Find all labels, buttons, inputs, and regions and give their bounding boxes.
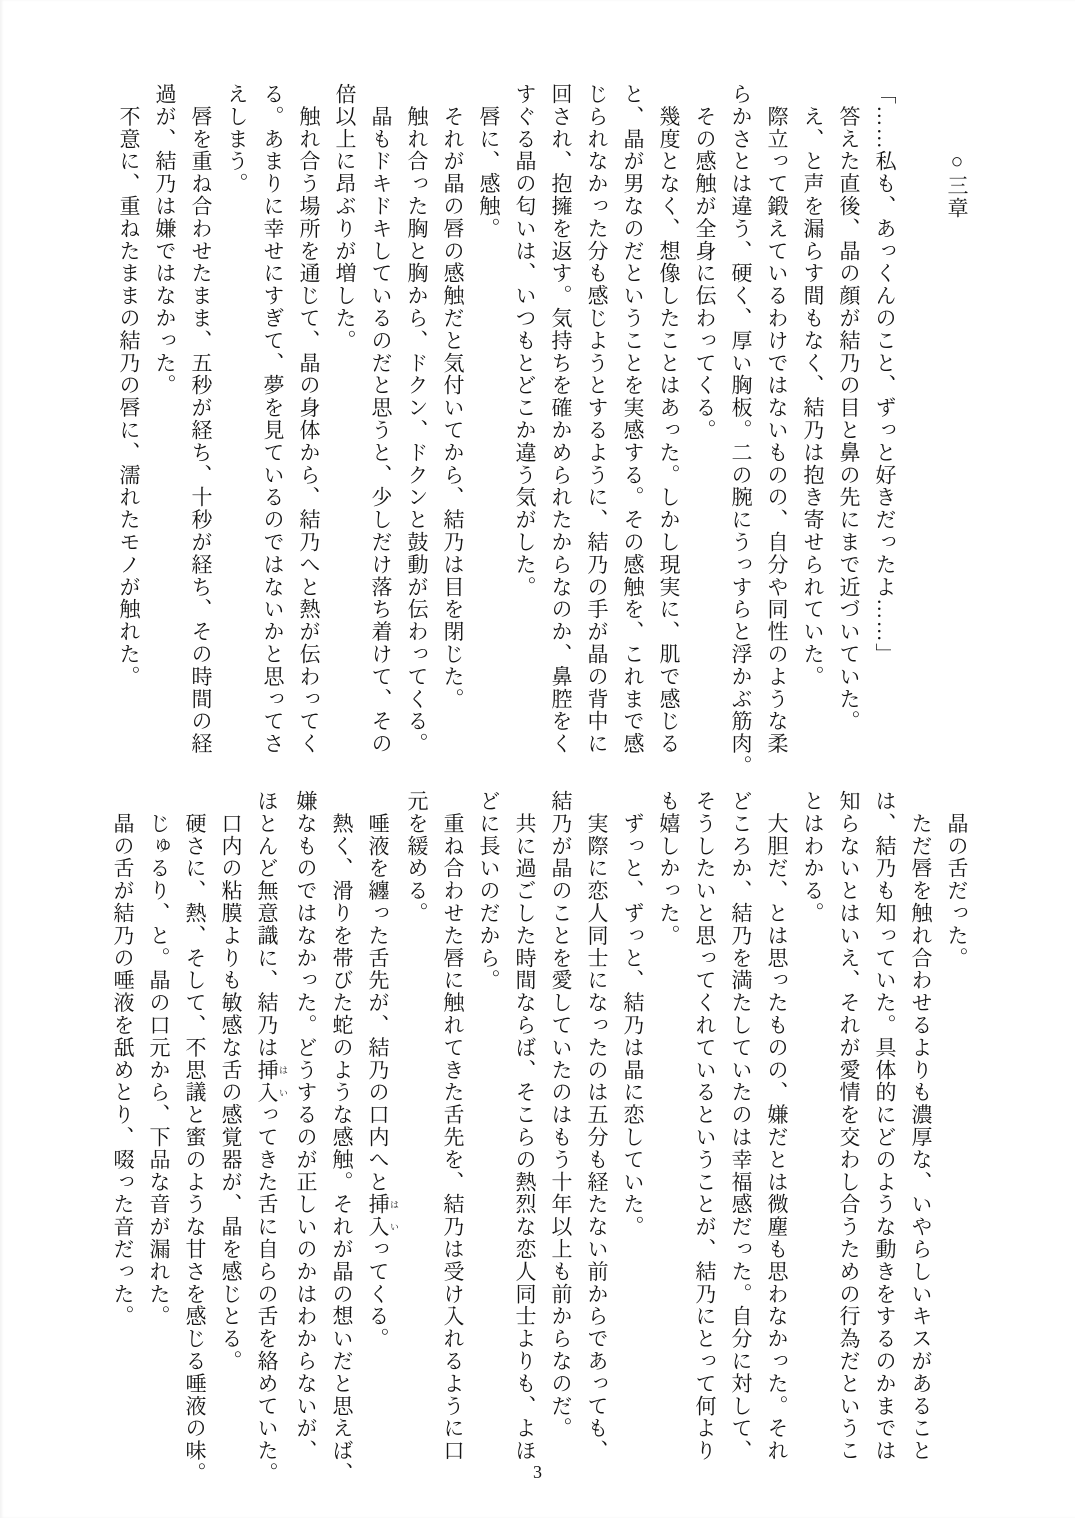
text-line: も嬉しかった。: [657, 790, 681, 947]
text-line: 熱く、滑りを帯びた蛇のような感触。それが晶の想いだと思えば、: [330, 790, 354, 1485]
paragraph-lines-lower: [105, 790, 975, 1485]
text-line: 元を緩める。: [405, 790, 429, 925]
text-line: どに長いのだから。: [477, 790, 501, 992]
text-line: 回され、抱擁を返す。気持ちを確かめられたからなのか、鼻腔をく: [549, 83, 573, 755]
text-line: 唇を重ね合わせたまま、五秒が経ち、十秒が経ち、その時間の経: [189, 83, 213, 755]
text-line: ずっと、ずっと、結乃は晶に恋していた。: [621, 790, 645, 1238]
text-line: 幾度となく、想像したことはあった。しかし現実に、肌で感じる: [657, 83, 681, 755]
text-block-upper: [111, 83, 975, 778]
text-line: と、晶が男なのだということを実感する。その感触を、これまで感: [621, 83, 645, 755]
text-line: 大胆だ、とは思ったものの、嫌だとは微塵も思わなかった。それ: [765, 790, 789, 1462]
text-block-lower: [105, 790, 975, 1485]
text-line: どころか、結乃を満たしていたのは幸福感だった。自分に対して、: [729, 790, 753, 1462]
text-line: る。あまりに幸せにすぎて、夢を見ているのではないかと思ってさ: [261, 83, 285, 755]
text-line: 晶の舌だった。: [945, 790, 969, 970]
text-line: 答えた直後、晶の顔が結乃の目と鼻の先にまで近づいていた。: [837, 83, 861, 733]
text-line: 嫌なものではなかった。どうするのが正しいのかはわからないが、: [294, 790, 318, 1462]
text-line: えしまう。: [225, 83, 249, 195]
text-line: すぐる晶の匂いは、いつもとどこか違う気がした。: [513, 83, 537, 599]
text-line: 過が、結乃は嫌ではなかった。: [153, 83, 177, 397]
text-line: そうしたいと思ってくれているということが、結乃にとって何より: [693, 790, 717, 1462]
page-number: 3: [533, 1462, 542, 1482]
text-line: らかさとは違う、硬く、厚い胸板。二の腕にうっすらと浮かぶ筋肉。: [729, 83, 753, 778]
text-line: 晶もドキドキしているのだと思うと、少しだけ落ち着けて、その: [369, 83, 393, 755]
text-line: 口内の粘膜よりも敏感な舌の感覚器が、晶を感じとる。: [219, 790, 243, 1373]
text-line: 実際に恋人同士になったのは五分も経たない前からであっても、: [585, 790, 609, 1462]
text-line: は、結乃も知っていた。具体的にどのような動きをするのかまでは: [873, 790, 897, 1462]
text-line: じられなかった分も感じようとするように、結乃の手が晶の背中に: [585, 83, 609, 755]
text-line: 硬さに、熱、そして、不思議と蜜のような甘さを感じる唾液の味。: [183, 790, 207, 1485]
text-line: ほとんど無意識に、結乃は挿入 はいってきた舌に自らの舌を絡めていた。: [255, 790, 288, 1485]
text-line: それが晶の唇の感触だと気付いてから、結乃は目を閉じた。: [441, 83, 465, 711]
text-line: 不意に、重ねたままの結乃の唇に、濡れたモノが触れた。: [117, 83, 141, 688]
text-line: とはわかる。: [801, 790, 825, 925]
text-line: え、と声を漏らす間もなく、結乃は抱き寄せられていた。: [801, 83, 825, 688]
text-line: 際立って鍛えているわけではないものの、自分や同性のような柔: [765, 83, 789, 755]
paragraph-lines-upper: [111, 83, 903, 778]
text-line: 結乃が晶のことを愛していたのはもう十年以上も前からなのだ。: [549, 790, 573, 1440]
text-line: その感触が全身に伝わってくる。: [693, 83, 717, 442]
text-line: 触れ合う場所を通じて、晶の身体から、結乃へと熱が伝わってく: [297, 83, 321, 755]
chapter-heading: ○三章: [945, 149, 969, 220]
text-line: 触れ合った胸と胸から、ドクン、ドクンと鼓動が伝わってくる。: [405, 83, 429, 755]
text-line: じゅるり、と。晶の口元から、下品な音が漏れた。: [147, 790, 171, 1328]
text-line: ただ唇を触れ合わせるよりも濃厚な、いやらしいキスがあること: [909, 790, 933, 1462]
text-line: 唾液を纏った舌先が、結乃の口内へと挿入 はいってくる。: [366, 790, 399, 1351]
text-line: 重ね合わせた唇に触れてきた舌先を、結乃は受け入れるように口: [441, 790, 465, 1462]
text-line: 唇に、感触。: [477, 83, 501, 240]
text-line: 晶の舌が結乃の唾液を舐めとり、啜った音だった。: [111, 790, 135, 1328]
text-line: 倍以上に昂ぶりが増した。: [333, 83, 357, 352]
text-line: 「……私も、あっくんのこと、ずっと好きだったよ……」: [873, 83, 897, 666]
text-line: 共に過ごした時間ならば、そこらの熱烈な恋人同士よりも、よほ: [513, 790, 537, 1462]
text-line: 知らないとはいえ、それが愛情を交わし合うための行為だというこ: [837, 790, 861, 1462]
